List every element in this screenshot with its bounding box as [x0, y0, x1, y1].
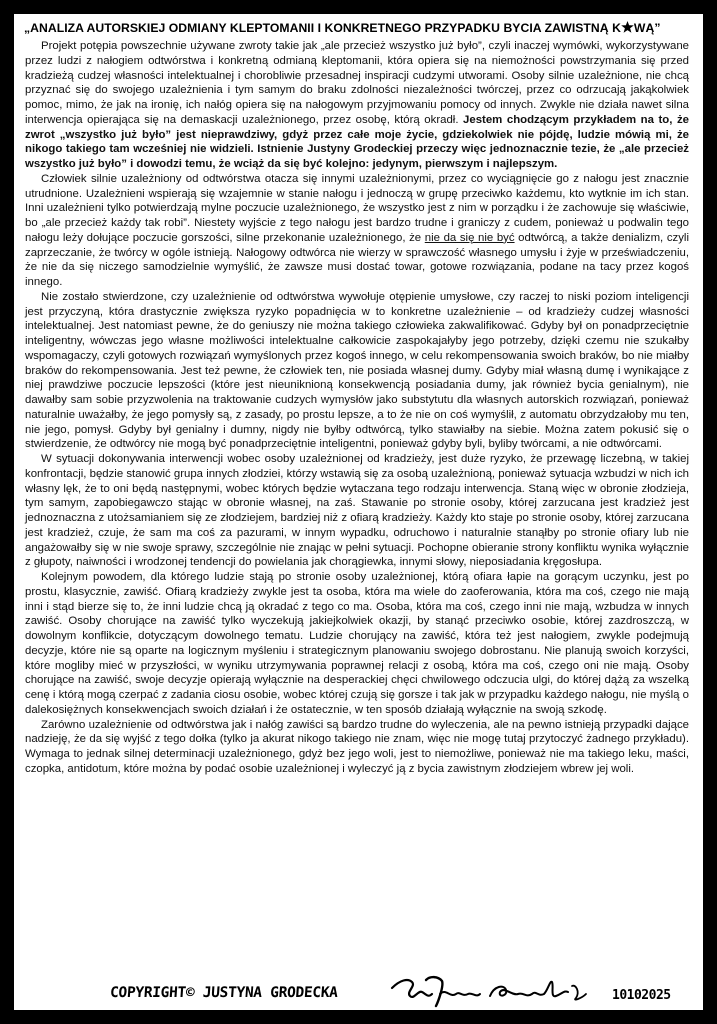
paragraph [25, 290, 689, 452]
document-body [25, 39, 689, 777]
bold-text: Jestem chodzącym przykładem na to, że zwrot „wszystko już było” jest nieprawdziwy, gdyż przez całe moje życie, gdziekolwiek nie pójdę, ludzie mówią mi, że nikogo takiego tam wcześniej nie widzieli. Istnienie Justyny Grodeckiej przeczy więc jednoznacznie tezie, że „ale przecież wszystko już było” i dowodzi temu, że wciąż da się być kolejno: jedynym, pierwszym i najlepszym. [25, 113, 689, 170]
document-title [24, 21, 703, 35]
signature-icon [386, 972, 596, 1008]
title-text-start: „ANALIZA AUTORSKIEJ ODMIANY KLEPTOMANII I KONKRETNEGO PRZYPADKU BYCIA ZAWISTNĄ K [24, 21, 621, 35]
paragraph-text: Projekt potępia powszechnie używane zwroty takie jak „ale przecież wszystko już było”, czyli inaczej wymówki, wykorzystywane przez ludzi z nałogiem odtwórstwa i konkretną odmianą kleptomanii, która opiera się na niemożności powstrzymania się przed kradzieżą cudzej własności intelektualnej i chorobliwie przesadnej inspiracji cudzymi utworami. Osoby silnie uzależnione, nie chcą przyznać się do swojego uzależnienia i tym samym do braku zdolności niezależności twórczej, przez co odrzucają jakąkolwiek pomoc, mimo, że jak na ironię, ich nałóg opiera się na nałogowym przyjmowaniu pomocy od innych. Zwykle nie działa nawet silna interwencja opierająca się na demaskacji uzależnionego, przez osobę, którą okradł. [25, 40, 689, 126]
paragraph [25, 570, 689, 718]
paragraph [25, 172, 689, 290]
footer [14, 982, 703, 1010]
copyright-notice: COPYRIGHT© JUSTYNA GRODECKA [109, 985, 339, 1001]
title-text-end: WĄ” [633, 21, 661, 35]
paragraph-text: Człowiek silnie uzależniony od odtwórstwa otacza się innymi uzależnionymi, przez co wyciągnięcie go z nałogu jest znacznie utrudnione. Uzależnieni wspierają się wzajemnie w stanie nałogu i jednoczą w grupę przeciwko każdemu, kto wytknie im ich stan. Inni uzależnieni tylko potwierdzają mylne poczucie uzależnionego, że wszystko jest z nim w porządku i że zachowuje się właściwie, bo „ale przecież każdy tak robi”. Niestety wyjście z tego nałogu jest bardzo trudne i graniczy z cudem, ponieważ u podwalin tego nałogu leży dołujące poczucie gorszości, silne przekonanie uzależnionego, że [25, 172, 689, 244]
paragraph [25, 718, 689, 777]
paragraph [25, 39, 689, 172]
star-icon [621, 21, 634, 33]
signature-date: 10102025 [612, 988, 671, 1003]
paragraph [25, 452, 689, 570]
underlined-text: nie da się nie być [424, 231, 515, 244]
paragraph-text: Nie zostało stwierdzone, czy uzależnienie od odtwórstwa wywołuje otępienie umysłowe, czy raczej to niski poziom inteligencji jest przyczyną, która drastycznie zwiększa ryzyko popadnięcia w to konkretne uzależnienie – od kradzieży cudzej własności intelektualnej. Jest natomiast pewne, że do geniuszy nie można takiego człowieka zakwalifikować. Gdyby był on ponadprzeciętnie inteligentny, wówczas jego własne możliwości intelektualne całkowicie zaspokajałyby jego potrzeby, dzięki czemu nie szukałby wspomagaczy, czyli gotowych rozwiązań wymyślonych przez kogoś innego, w celu rekompensowania swoich braków, bo nie miałby braków do rekompensowania. Jest też pewne, że człowiek ten, nie posiada własnej dumy. Gdyby miał własną dumę i wynikające z niej prawdziwe poczucie lepszości (które jest nieuniknioną konsekwencją posiadania dumy, jak również bycia genialnym), nie dawałby sam sobie przyzwolenia na traktowanie cudzych wymysłów jako substytutu dla własnych autorskich rozwiązań, ponieważ naturalnie uważałby, że jego pomysły są, z zasady, po prostu lepsze, a to że nie on coś wymyślił, z automatu obrzydzałoby mu ten, nie jego, pomysł. Gdyby był genialny i dumny, nigdy nie byłby odtwórcą, tylko stawiałby na siebie. Można zatem pokusić się o stwierdzenie, że odtwórcy nie mogą być ponadprzeciętnie inteligentni, ponieważ gdyby byli, byliby twórcami, a nie odtwórcami. [25, 290, 689, 451]
paragraph-text: odtwórcą, a także denializm, czyli zaprzeczanie, że twórcy w ogóle istnieją. Nałogowy odtwórca nie wierzy w sprawczość własnego umysłu i żyje w przeświadczeniu, że nie da się niczego samodzielnie wymyślić, że zawsze musi dostać towar, gotowe rozwiązania, podane na tacy przez kogoś innego. [25, 231, 689, 288]
document-page [14, 14, 703, 1010]
paragraph-text: W sytuacji dokonywania interwencji wobec osoby uzależnionej od kradzieży, jest duże ryzyko, że przewagę liczebną, w takiej konfrontacji, będzie stanowić grupa innych złodziei, którzy wstawią się za osobą uzależnioną, ponieważ sytuacja wzbudzi w nich ich własny lęk, że to oni będą następnymi, wobec których będzie wytaczana tego rodzaju interwencja. Staną więc w obronie złodzieja, tym samym, zapobiegawczo stając w obronie własnej, na zaś. Stawanie po stronie osoby, której zarzucana jest kradzież jest jednoznaczna z utożsamianiem się ze złodziejem, bardziej niż z ofiarą kradzieży. Każdy kto staje po stronie osoby, której zarzucana jest kradzież, czuje, że sam ma coś za pazurami, w innym wypadku, odruchowo i naturalnie stanąłby po stronie ofiary lub nie angażowałby się w nie swoje sprawy, szczególnie nie znając w pełni sytuacji. Pochopne obieranie strony konfliktu wynika wyłącznie z głupoty, naiwności i wrodzonej tendencji do powielania jak chorągiewka, innymi słowy, nieposiadania kręgosłupa. [25, 453, 689, 569]
paragraph-text: Zarówno uzależnienie od odtwórstwa jak i nałóg zawiści są bardzo trudne do wyleczenia, ale na pewno istnieją przypadki dające nadzieję, że da się wyjść z tego dołka (tylko ja akurat nikogo takiego nie znam, więc nie mogę tutaj przytoczyć żadnego przykładu). Wymaga to jednak silnej determinacji uzależnionego, gdyż bez jego woli, jest to niemożliwe, ponieważ nie ma takiego leku, maści, czopka, antidotum, które można by podać osobie uzależnionej i wyleczyć ją z bycia zawistnym złodziejem wbrew jej woli. [25, 718, 689, 775]
paragraph-text: Kolejnym powodem, dla którego ludzie stają po stronie osoby uzależnionej, którą ofiara łapie na gorącym uczynku, jest po prostu, klasycznie, zawiść. Ofiarą kradzieży zwykle jest ta osoba, która ma wiele do zaoferowania, która ma coś, czego nie mają inni i stąd bierze się to, że inni ludzie chcą ją okradać z tego co ma. Osoba, która ma coś, czego inni nie mają, wzbudza w innych zawiść. Osoby chorujące na zawiść tylko wyczekują jakiejkolwiek okazji, by stanąć przeciwko osobie, której zazdroszczą, w dowolnym konflikcie, dotyczącym dowolnego tematu. Ludzie chorujący na zawiść, która też jest nałogiem, zwykle podejmują decyzje, które nie są oparte na logicznym myśleniu i strategicznym planowaniu swojego dobrostanu. Nie planują swoich korzyści, które mogliby mieć w przyszłości, w wyniku utrzymywania poprawnej relacji z osobą, która ma coś, czego oni nie mają. Osoby chorujące na zawiść, swoje decyzje opierają wyłącznie na desperackiej chęci chwilowego odczucia ulgi, do której dążą za wszelką cenę i którą mogą czerpać z zadania ciosu osobie, wobec której czują się gorsze i tak jak w przypadku każdego nałogu, nie myślą o dalekosiężnych konsekwencjach swoich działań i że ostatecznie, w ten sposób działają wyłącznie na swoją szkodę. [25, 571, 689, 716]
